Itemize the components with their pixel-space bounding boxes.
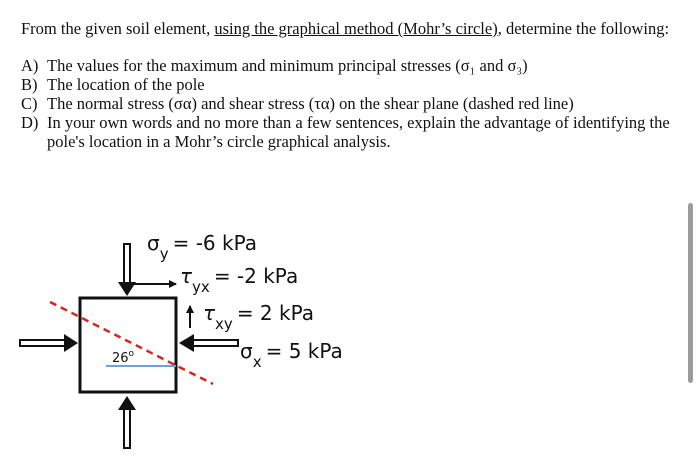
item-label: B) (21, 75, 38, 94)
item-text: The normal stress (σα) and shear stress (τα) on the shear plane (dashed red line) (47, 94, 574, 113)
sigma-y-top-arrow (118, 244, 136, 296)
item-text: In your own words and no more than a few sentences, explain the advantage of identifying the pole's location in a Mohr’s circle graphical analysis. (47, 113, 670, 151)
sigma-y-label: $\sigma_y = -6$ kPa (147, 231, 257, 263)
intro-underlined-method: using the graphical method (Mohr’s circle) (214, 19, 498, 38)
sigma-x-left-arrow (20, 334, 78, 352)
tau-xy-label: $\tau_{xy} = 2$ kPa (203, 301, 315, 333)
sigma-x-label: $\sigma_x = 5$ kPa (240, 339, 343, 371)
item-text: The values for the maximum and minimum principal stresses (σ₁ and σ₃) (47, 56, 528, 75)
angle-label: 26$^o$ (112, 349, 135, 366)
soil-element-square (80, 298, 176, 392)
vertical-scrollbar[interactable] (688, 203, 693, 383)
intro-text-end: , determine the following: (497, 19, 670, 38)
item-text: The location of the pole (47, 75, 205, 94)
item-label: A) (21, 56, 39, 75)
item-label: C) (21, 94, 38, 113)
item-label: D) (21, 113, 39, 132)
tau-yx-label: $\tau_{yx} = -2$ kPa (180, 264, 299, 296)
sigma-x-right-arrow (179, 334, 238, 352)
intro-text-start: From the given soil element, (21, 19, 215, 38)
sigma-y-bottom-arrow (118, 396, 136, 448)
